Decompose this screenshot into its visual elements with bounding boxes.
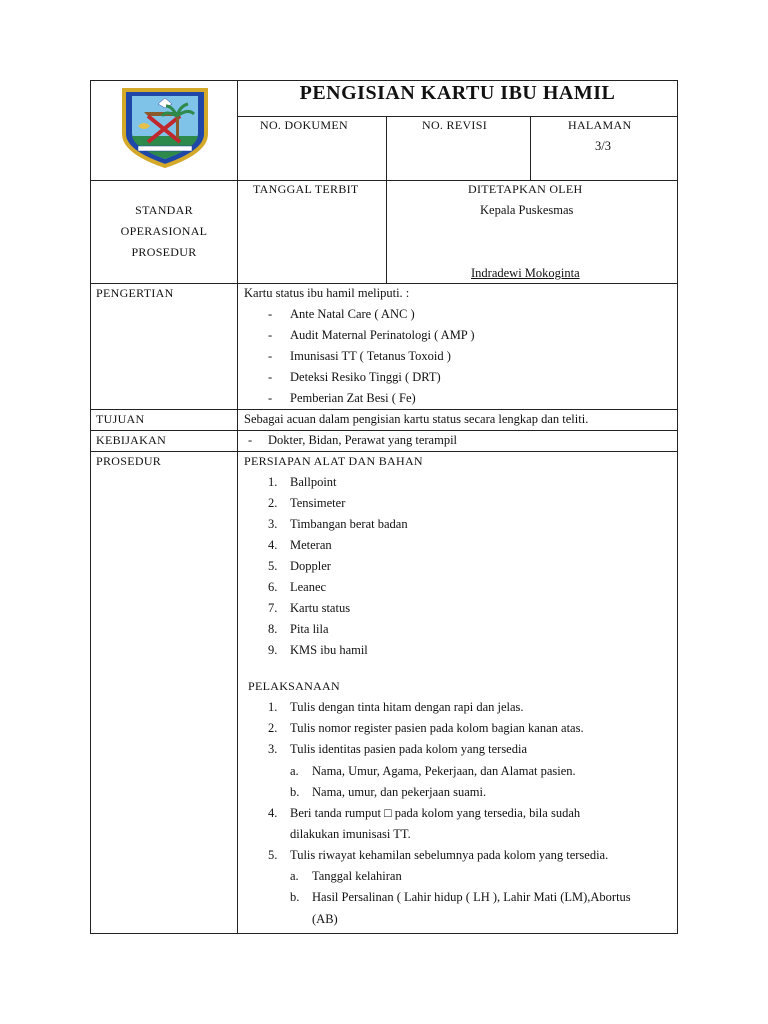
pelaksanaan-substep-continuation: (AB) (312, 912, 338, 926)
list-bullet: - (268, 349, 273, 363)
pelaksanaan-substep: Nama, umur, dan pekerjaan suami. (312, 785, 487, 799)
list-item: Imunisasi TT ( Tetanus Toxoid ) (290, 349, 451, 363)
list-bullet: - (268, 391, 273, 405)
list-number: 3. (268, 742, 278, 756)
header-divider-halaman (530, 116, 531, 180)
list-letter: a. (290, 869, 299, 883)
list-item: Timbangan berat badan (290, 517, 408, 531)
list-bullet: - (268, 370, 273, 384)
list-item: Kartu status (290, 601, 351, 615)
list-item: Audit Maternal Perinatologi ( AMP ) (290, 328, 475, 342)
header-row-divider (90, 180, 678, 181)
list-item: Ante Natal Care ( ANC ) (290, 307, 415, 321)
list-number: 6. (268, 580, 278, 594)
list-item: Deteksi Resiko Tinggi ( DRT) (290, 370, 441, 384)
sop-label-line2: OPERASIONAL (120, 224, 208, 238)
pengertian-intro: Kartu status ibu hamil meliputi. : (244, 286, 410, 300)
pelaksanaan-step: Tulis riwayat kehamilan sebelumnya pada kolom yang tersedia. (290, 848, 609, 862)
list-bullet: - (248, 433, 253, 447)
tujuan-divider (90, 430, 678, 431)
halaman-label: HALAMAN (568, 118, 632, 132)
halaman-value: 3/3 (595, 139, 611, 153)
list-item: KMS ibu hamil (290, 643, 368, 657)
ditetapkan-nama: Indradewi Mokoginta (471, 266, 580, 280)
list-number: 9. (268, 643, 278, 657)
list-number: 5. (268, 559, 278, 573)
list-number: 2. (268, 496, 278, 510)
list-bullet: - (268, 328, 273, 342)
list-item: Meteran (290, 538, 332, 552)
pelaksanaan-step: Tulis dengan tinta hitam dengan rapi dan jelas. (290, 700, 524, 714)
header-divider-ditetapkan (386, 180, 387, 283)
pengertian-divider (90, 409, 678, 410)
list-number: 2. (268, 721, 278, 735)
no-dokumen-label: NO. DOKUMEN (260, 118, 348, 132)
kebijakan-text: Dokter, Bidan, Perawat yang terampil (268, 433, 458, 447)
list-number: 1. (268, 475, 278, 489)
pengertian-label: PENGERTIAN (96, 286, 174, 300)
header-divider-revisi (386, 116, 387, 180)
prosedur-label: PROSEDUR (96, 454, 162, 468)
tujuan-label: TUJUAN (96, 412, 145, 426)
list-letter: a. (290, 764, 299, 778)
pelaksanaan-step: Tulis nomor register pasien pada kolom bagian kanan atas. (290, 721, 584, 735)
persiapan-heading: PERSIAPAN ALAT DAN BAHAN (244, 454, 423, 468)
regional-emblem-logo (118, 86, 212, 168)
list-item: Leanec (290, 580, 327, 594)
pelaksanaan-substep: Nama, Umur, Agama, Pekerjaan, dan Alamat pasien. (312, 764, 576, 778)
list-number: 4. (268, 806, 278, 820)
kebijakan-divider (90, 451, 678, 452)
ditetapkan-jabatan: Kepala Puskesmas (480, 203, 574, 217)
list-number: 1. (268, 700, 278, 714)
document-title: PENGISIAN KARTU IBU HAMIL (299, 82, 616, 104)
list-number: 8. (268, 622, 278, 636)
list-number: 5. (268, 848, 278, 862)
list-item: Tensimeter (290, 496, 346, 510)
no-revisi-label: NO. REVISI (422, 118, 487, 132)
sop-label-line3: PROSEDUR (131, 245, 197, 259)
list-item: Doppler (290, 559, 331, 573)
pelaksanaan-step: Beri tanda rumput □ pada kolom yang tersedia, bila sudah (290, 806, 581, 820)
title-divider (237, 116, 678, 117)
pelaksanaan-heading: PELAKSANAAN (248, 679, 340, 693)
sop-label-line1: STANDAR (135, 203, 193, 217)
list-item: Pita lila (290, 622, 329, 636)
header-bottom-divider (90, 283, 678, 284)
kebijakan-label: KEBIJAKAN (96, 433, 167, 447)
tujuan-text: Sebagai acuan dalam pengisian kartu status secara lengkap dan teliti. (244, 412, 589, 426)
list-item: Pemberian Zat Besi ( Fe) (290, 391, 416, 405)
ditetapkan-oleh-label: DITETAPKAN OLEH (468, 182, 583, 196)
pelaksanaan-substep: Hasil Persalinan ( Lahir hidup ( LH ), Lahir Mati (LM),Abortus (312, 890, 631, 904)
pelaksanaan-substep: Tanggal kelahiran (312, 869, 402, 883)
pelaksanaan-step-continuation: dilakukan imunisasi TT. (290, 827, 411, 841)
list-number: 3. (268, 517, 278, 531)
list-bullet: - (268, 307, 273, 321)
list-number: 4. (268, 538, 278, 552)
tanggal-terbit-label: TANGGAL TERBIT (253, 182, 359, 196)
list-item: Ballpoint (290, 475, 337, 489)
list-number: 7. (268, 601, 278, 615)
pelaksanaan-step: Tulis identitas pasien pada kolom yang tersedia (290, 742, 527, 756)
list-letter: b. (290, 890, 300, 904)
list-letter: b. (290, 785, 300, 799)
